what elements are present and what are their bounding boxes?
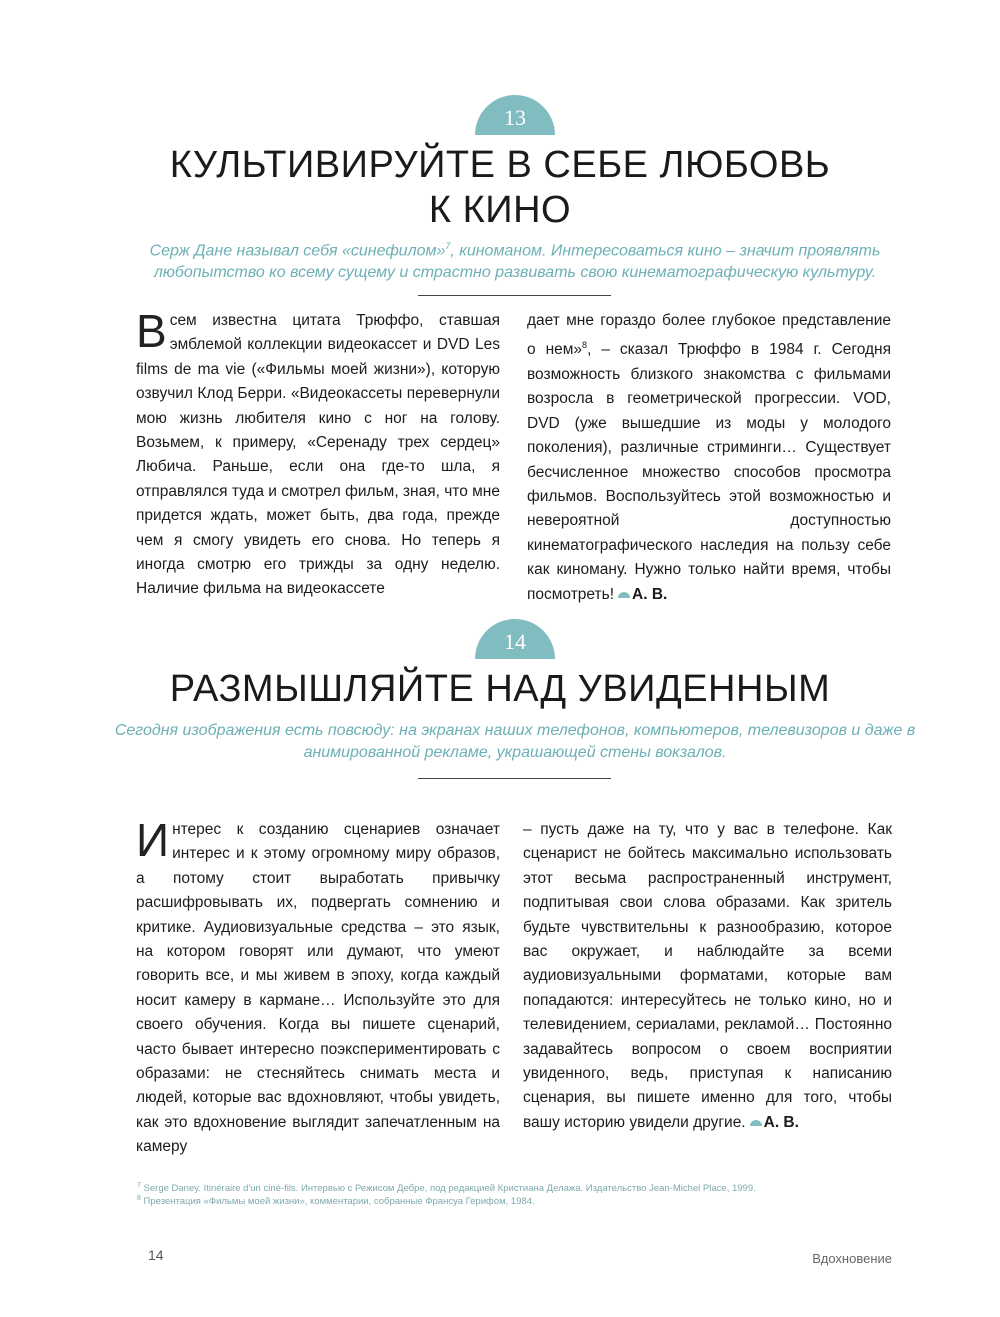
- footnote: [137, 1193, 917, 1208]
- running-title: Вдохновение: [812, 1251, 892, 1266]
- semicircle-icon: [750, 1120, 762, 1126]
- body-column-left: [136, 305, 500, 602]
- title-line: К КИНО: [428, 189, 572, 231]
- footnote-mark: 8: [137, 1195, 141, 1202]
- author-signature: А. В.: [763, 1113, 799, 1131]
- paragraph-text: , – сказал Трюффо в 1984 г. Сегодня возможность близкого знакомства с фильмами возросла в геометрической прогрессии. VOD, DVD (уже вышедшие из моды у молодого поколения), различные стриминги… Существует бесчисленное множество способов просмотра фильмов. Воспользуйтесь этой возможностью и невероятной доступностью кинематографического наследия на пользу себе как киноману. Нужно только найти время, чтобы посмотреть!: [527, 341, 891, 603]
- body-column-left: [136, 814, 500, 1160]
- footnote-ref: 7: [445, 241, 451, 251]
- section-title: [0, 143, 1000, 233]
- body-column-right: [523, 818, 892, 1135]
- paragraph-text: дает мне гораздо более глубокое представление о нем»: [527, 312, 891, 359]
- paragraph-text: нтерес к созданию сценариев означает интерес и к этому огромному миру образов, а потому стоит выработать привычку расшифровывать их, подвергать сомнению и критике. Аудиовизуальные средства – это язык, на котором говорят или думают, что умеют говорить все, и мы живем в эпоху, когда каждый носит камеру в кармане… Используйте это для своего обучения. Когда вы пишете сценарий, часто бывает интересно поэкспериментировать с образами: не стесняйтесь снимать места и людей, которые вас вдохновляют, чтобы увидеть, как это вдохновение выглядит запечатленным на камеру: [136, 821, 500, 1156]
- section-number: 13: [504, 105, 526, 130]
- drop-cap: И: [136, 814, 170, 866]
- author-signature: А. В.: [632, 585, 668, 603]
- drop-cap: В: [136, 305, 167, 357]
- title-line: КУЛЬТИВИРУЙТЕ В СЕБЕ ЛЮБОВЬ: [169, 144, 831, 186]
- section-lead: Серж Дане называл себя «синефилом»$^7$, киноманом. Интересоваться кино – значит проявлять любопытство ко всему сущему и страстно развивать свою кинематографическую культуру.: [149, 241, 881, 282]
- section-lead: Сегодня изображения есть повсюду: на экранах наших телефонов, компьютеров, телевизоров и даже в анимированной рекламе, украшающей стены вокзалов.: [114, 722, 916, 761]
- title-line: РАЗМЫШЛЯЙТЕ НАД УВИДЕННЫМ: [169, 668, 831, 710]
- footnote-text: Serge Daney. Itinéraire d'un ciné-fils. Интервью с Режисом Дебре, под редакцией Кристиана Делажа. Издательство Jean-Michel Place, 1999.: [143, 1183, 756, 1195]
- footnote-text: Презентация «Фильмы моей жизни», комментарии, собранные Франсуа Герифом, 1984.: [143, 1196, 535, 1208]
- section-number-badge: [475, 95, 555, 135]
- section-number: 14: [504, 629, 526, 654]
- paragraph-text: сем известна цитата Трюффо, ставшая эмблемой коллекции видеокассет и DVD Les films de ma vie («Фильмы моей жизни»), которую озвучил Клод Берри. «Видеокассеты перевернули мою жизнь любителя кино с ног на голову. Возьмем, к примеру, «Серенаду трех сердец» Любича. Раньше, если она где-то шла, я отправлялся туда и смотрел фильм, зная, что мне придется ждать, может быть, два года, прежде чем я смогу увидеть его снова. Но теперь я иногда смотрю его трижды за одну неделю. Наличие фильма на видеокассете: [136, 312, 500, 598]
- semicircle-icon: [618, 592, 630, 598]
- section-number-badge: [475, 619, 555, 659]
- paragraph-text: – пусть даже на ту, что у вас в телефоне. Как сценарист не бойтесь максимально использовать этот весьма распространенный инструмент, подпитывая свои слова образами. Как зритель будьте чувствительны к разнообразию, которое вас окружает, и наблюдайте за всеми аудиовизуальными форматами, которые вам попадаются: интересуйтесь не только кино, но и телевидением, сериалами, рекламой… Постоянно задавайтесь вопросом о своем восприятии увиденного, ведь, приступая к написанию сценария, вы пишете именно для того, чтобы вашу историю увидели другие.: [523, 821, 892, 1131]
- body-column-right: [527, 309, 891, 607]
- section-title: [0, 667, 1000, 712]
- footnote-ref: 8: [582, 340, 588, 351]
- divider: [418, 295, 611, 296]
- footnote-mark: 7: [137, 1182, 141, 1189]
- divider: [418, 778, 611, 779]
- page-number: 14: [148, 1247, 164, 1263]
